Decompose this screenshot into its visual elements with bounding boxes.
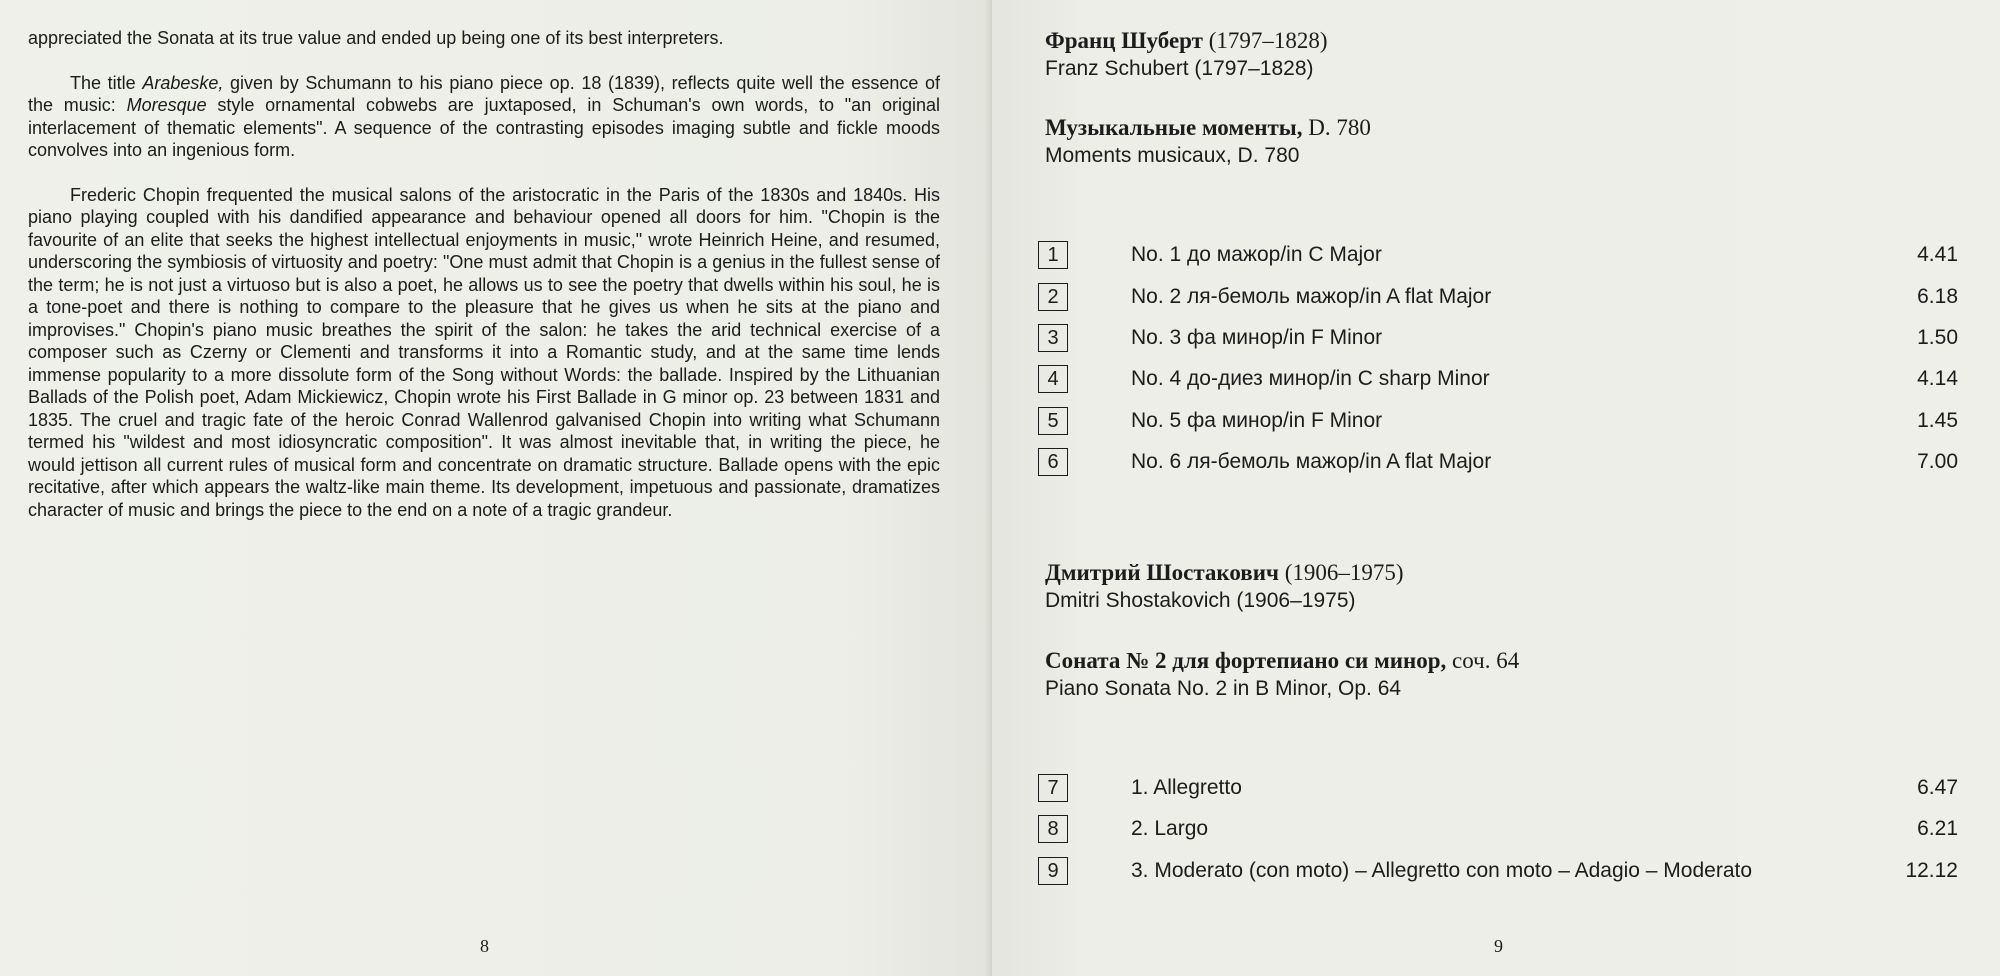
shostakovich-work-block [1045, 647, 1519, 703]
track-duration: 1.50 [1917, 326, 1958, 349]
track-number: 9 [1038, 857, 1068, 885]
schubert-composer-ru: Франц Шуберт [1045, 28, 1203, 53]
shostakovich-work-catalog: соч. 64 [1452, 648, 1520, 673]
paragraph-chopin: Frederic Chopin frequented the musical salons of the aristocratic in the Paris of the 1830s and 1840s. His piano playing coupled with his dandified appearance and behaviour opened all doors for him. "Chopin is the favourite of an elite that seeks the highest intellectual enjoyments in music," wrote Heinrich Heine, and resumed, underscoring the symbiosis of virtuosity and poetry: "One must admit that Chopin is a genius in the fullest sense of the term; he is not just a virtuoso but is also a poet, he allows us to see the poetry that dwells within his soul, he is a tone-poet and there is nothing to compare to the pleasure that he gives us when he sits at the piano and improvises." Chopin's piano music breathes the spirit of the salon: he takes the arid technical exercise of a composer such as Czerny or Clementi and transforms it into a Romantic study, and at the same time lends immense popularity to a more dissolute form of the Song without Words: the ballade. Inspired by the Lithuanian Ballads of the Polish poet, Adam Mickiewicz, Chopin wrote his First Ballade in G minor op. 23 between 1831 and 1835. The cruel and tragic fate of the heroic Conrad Wallenrod galvanised Chopin into writing what Schumann termed his "wildest and most idiosyncratic composition". It was almost inevitable that, in writing the piece, he would jettison all current rules of musical form and concentrate on dramatic structure. Ballade opens with the epic recitative, after which appears the waltz-like main theme. Its development, impetuous and passionate, dramatizes character of music and brings the piece to the end on a note of a tragic grandeur. [28, 184, 940, 520]
track-duration: 6.18 [1917, 285, 1958, 308]
arabeske-text: The title [70, 72, 143, 93]
track-duration: 6.21 [1917, 817, 1958, 840]
track-title: No. 4 до-диез минор/in C sharp Minor [1131, 367, 1490, 390]
moresque-term: Moresque [126, 95, 207, 115]
track-number: 7 [1038, 774, 1068, 802]
schubert-work-block [1045, 114, 1371, 170]
track-number: 2 [1038, 283, 1068, 311]
track-duration: 12.12 [1905, 859, 1958, 882]
paragraph-arabeske [28, 72, 940, 162]
page-number-left: 8 [480, 936, 489, 956]
track-number: 4 [1038, 365, 1068, 393]
page-number-right: 9 [1494, 936, 1503, 956]
track-title: No. 1 до мажор/in C Major [1131, 243, 1382, 266]
track-number: 8 [1038, 815, 1068, 843]
track-title: 1. Allegretto [1131, 776, 1242, 799]
track-row[interactable] [1038, 241, 1958, 271]
shostakovich-composer-en: Dmitri Shostakovich (1906–1975) [1045, 589, 1356, 612]
schubert-composer-ru-line [1045, 27, 1328, 55]
track-duration: 1.45 [1917, 409, 1958, 432]
schubert-work-ru: Музыкальные моменты, [1045, 115, 1303, 140]
schubert-work-ru-line [1045, 114, 1371, 142]
shostakovich-composer-ru: Дмитрий Шостакович [1045, 560, 1279, 585]
track-row[interactable] [1038, 448, 1958, 478]
track-title: No. 3 фа минор/in F Minor [1131, 326, 1383, 349]
track-row[interactable] [1038, 365, 1958, 395]
track-number: 5 [1038, 407, 1068, 435]
track-duration: 4.14 [1917, 367, 1958, 390]
track-title: No. 6 ля-бемоль мажор/in A flat Major [1131, 450, 1492, 473]
track-number: 6 [1038, 448, 1068, 476]
track-row[interactable] [1038, 774, 1958, 804]
shostakovich-years-ru: (1906–1975) [1284, 560, 1404, 585]
track-duration: 4.41 [1917, 243, 1958, 266]
shostakovich-composer-block [1045, 559, 1404, 615]
schubert-composer-en: Franz Schubert (1797–1828) [1045, 57, 1314, 80]
paragraph-sonata-end: appreciated the Sonata at its true value and ended up being one of its best interpreters. [28, 28, 724, 48]
track-row[interactable] [1038, 324, 1958, 354]
shostakovich-work-ru-line [1045, 647, 1519, 675]
shostakovich-composer-ru-line [1045, 559, 1404, 587]
track-row[interactable] [1038, 283, 1958, 313]
schubert-work-en: Moments musicaux, D. 780 [1045, 144, 1300, 167]
track-row[interactable] [1038, 857, 1958, 887]
schubert-composer-block [1045, 27, 1328, 83]
article-text [28, 27, 940, 543]
track-row[interactable] [1038, 815, 1958, 845]
track-title: 2. Largo [1131, 817, 1209, 840]
track-title: No. 5 фа минор/in F Minor [1131, 409, 1383, 432]
track-row[interactable] [1038, 407, 1958, 437]
shostakovich-work-en: Piano Sonata No. 2 in B Minor, Op. 64 [1045, 677, 1402, 700]
shostakovich-work-ru: Соната № 2 для фортепиано си минор, [1045, 648, 1447, 673]
track-duration: 6.47 [1917, 776, 1958, 799]
track-title: 3. Moderato (con moto) – Allegretto con moto – Adagio – Moderato [1131, 859, 1753, 882]
track-title: No. 2 ля-бемоль мажор/in A flat Major [1131, 285, 1492, 308]
schubert-work-catalog: D. 780 [1308, 115, 1371, 140]
arabeske-title: Arabeske, [142, 72, 224, 93]
arabeske-text: given by Schumann to his piano piece op. 18 (1839), reflects quite well the essence of the music: [28, 72, 940, 115]
track-duration: 7.00 [1917, 450, 1958, 473]
arabeske-text: style ornamental cobwebs are juxtaposed, in Schuman's own words, to "an original interlacement of thematic elements". A sequence of the contrasting episodes imaging subtle and fickle moods convolves into an ingenious form. [28, 95, 941, 160]
track-number: 1 [1038, 241, 1068, 269]
track-number: 3 [1038, 324, 1068, 352]
schubert-years-ru: (1797–1828) [1208, 28, 1328, 53]
left-page [0, 0, 992, 976]
